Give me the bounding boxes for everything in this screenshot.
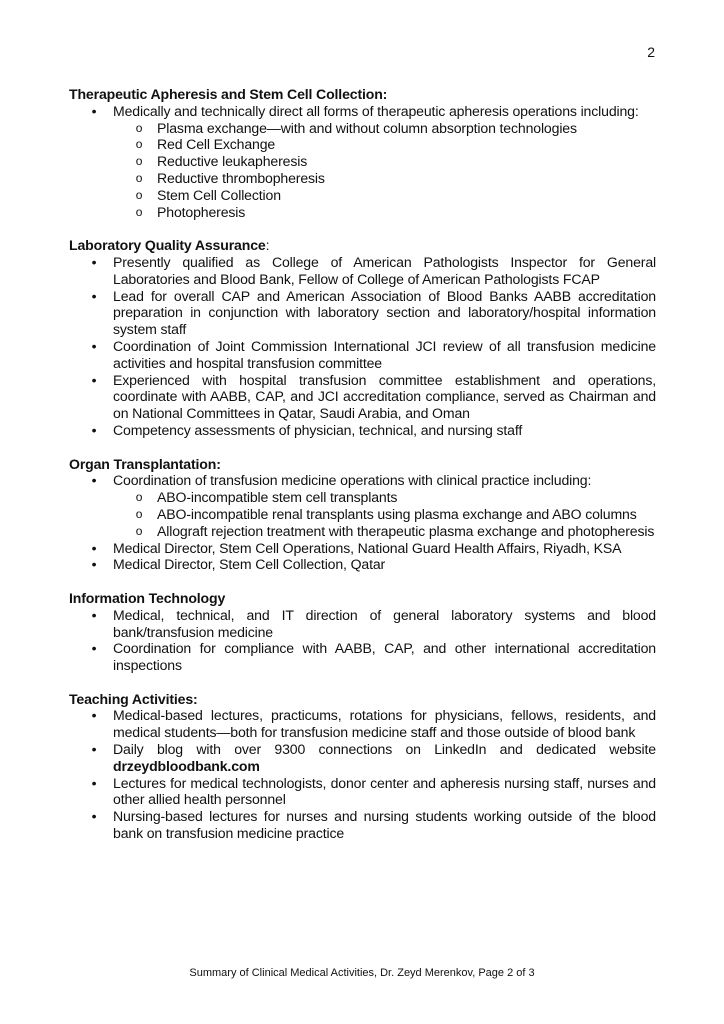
list-item-text: Medical, technical, and IT direction of general laboratory systems and blood bank/transfusion medicine bbox=[113, 606, 656, 640]
bullet-icon: • bbox=[91, 102, 97, 119]
sub-list-item bbox=[69, 204, 656, 221]
bullet-icon: • bbox=[91, 556, 97, 573]
list-item-text: Lectures for medical technologists, donor center and apheresis nursing staff, nurses and other allied health personnel bbox=[113, 774, 656, 808]
list-item-text: Coordination for compliance with AABB, CAP, and other international accreditation inspections bbox=[113, 640, 656, 674]
section-therapeutic-apheresis bbox=[69, 86, 656, 220]
sub-bullet-list bbox=[69, 120, 656, 221]
list-item-text: Lead for overall CAP and American Association of Blood Banks AABB accreditation preparation in conjunction with laboratory section and laboratory/hospital information system staff bbox=[113, 287, 656, 338]
list-item-text: Nursing-based lectures for nurses and nursing students working outside of the blood bank on transfusion medicine practice bbox=[113, 808, 656, 842]
sub-list-item bbox=[69, 187, 656, 204]
list-item-text: Daily blog with over 9300 connections on LinkedIn and dedicated website bbox=[113, 741, 656, 758]
sub-list-item-text: Reductive leukapheresis bbox=[157, 153, 308, 170]
sub-list-item bbox=[69, 120, 656, 137]
list-item-text: Medical-based lectures, practicums, rotations for physicians, fellows, residents, and medical students—both for transfusion medicine staff and those outside of blood bank bbox=[113, 707, 656, 741]
list-item bbox=[69, 540, 656, 557]
list-item bbox=[69, 472, 656, 539]
section-heading bbox=[69, 237, 656, 254]
bullet-icon: • bbox=[91, 707, 97, 724]
sub-bullet-icon: o bbox=[135, 137, 143, 152]
bullet-list bbox=[69, 607, 656, 674]
sub-list-item-text: Reductive thrombopheresis bbox=[157, 169, 325, 186]
list-item-text: Coordination of Joint Commission International JCI review of all transfusion medicine activities and hospital transfusion committee bbox=[113, 337, 656, 371]
website-link[interactable]: drzeydbloodbank.com bbox=[113, 757, 260, 774]
sub-list-item-text: Allograft rejection treatment with therapeutic plasma exchange and photopheresis bbox=[157, 522, 655, 539]
list-item bbox=[69, 372, 656, 422]
sub-list-item bbox=[69, 136, 656, 153]
sub-bullet-icon: o bbox=[135, 154, 143, 169]
list-item-text: Medical Director, Stem Cell Operations, National Guard Health Affairs, Riyadh, KSA bbox=[113, 539, 622, 556]
bullet-icon: • bbox=[91, 337, 97, 354]
sub-list-item bbox=[69, 170, 656, 187]
list-item bbox=[69, 775, 656, 809]
bullet-icon: • bbox=[91, 472, 97, 489]
list-item-text: Medical Director, Stem Cell Collection, Qatar bbox=[113, 556, 386, 573]
list-item bbox=[69, 338, 656, 372]
sub-bullet-icon: o bbox=[135, 170, 143, 185]
list-item bbox=[69, 640, 656, 674]
list-item bbox=[69, 103, 656, 221]
list-item-text: Medically and technically direct all forms of therapeutic apheresis operations including: bbox=[113, 102, 639, 119]
list-item bbox=[69, 288, 656, 338]
section-teaching-activities bbox=[69, 691, 656, 842]
list-item-text: Coordination of transfusion medicine operations with clinical practice including: bbox=[113, 472, 592, 489]
bullet-icon: • bbox=[91, 253, 97, 270]
list-item-text: Competency assessments of physician, technical, and nursing staff bbox=[113, 421, 523, 438]
sub-bullet-icon: o bbox=[135, 490, 143, 505]
section-heading: Therapeutic Apheresis and Stem Cell Collection: bbox=[69, 86, 388, 102]
list-item bbox=[69, 607, 656, 641]
bullet-icon: • bbox=[91, 539, 97, 556]
sub-list-item bbox=[69, 506, 656, 523]
section-heading: Information Technology bbox=[69, 589, 226, 606]
section-heading-text: Laboratory Quality Assurance bbox=[69, 237, 266, 254]
bullet-icon: • bbox=[91, 741, 97, 758]
sub-bullet-icon: o bbox=[135, 523, 143, 538]
bullet-icon: • bbox=[91, 808, 97, 825]
sub-bullet-list bbox=[69, 489, 656, 539]
list-item bbox=[69, 808, 656, 842]
list-item bbox=[69, 422, 656, 439]
bullet-list bbox=[69, 472, 656, 573]
sub-list-item-text: Stem Cell Collection bbox=[157, 186, 281, 203]
sub-list-item-text: Red Cell Exchange bbox=[157, 136, 276, 153]
sub-list-item bbox=[69, 489, 656, 506]
bullet-icon: • bbox=[91, 606, 97, 623]
section-heading: Organ Transplantation: bbox=[69, 455, 221, 472]
document-body bbox=[69, 86, 656, 859]
bullet-list bbox=[69, 707, 656, 841]
sub-list-item bbox=[69, 523, 656, 540]
sub-list-item-text: ABO-incompatible renal transplants using plasma exchange and ABO columns bbox=[157, 505, 637, 522]
list-item-text: Presently qualified as College of American Pathologists Inspector for General Laboratories and Blood Bank, Fellow of College of American Pathologists FCAP bbox=[113, 253, 656, 287]
list-item-text: Experienced with hospital transfusion committee establishment and operations, coordinate with AABB, CAP, and JCI accreditation compliance, served as Chairman and on National Committees in Qatar, Saudi Arabia, and Oman bbox=[113, 371, 656, 422]
bullet-icon: • bbox=[91, 371, 97, 388]
sub-bullet-icon: o bbox=[135, 506, 143, 521]
sub-bullet-icon: o bbox=[135, 204, 143, 219]
sub-list-item-text: ABO-incompatible stem cell transplants bbox=[157, 489, 398, 506]
sub-list-item-text: Photopheresis bbox=[157, 203, 246, 220]
section-organ-transplantation bbox=[69, 456, 656, 574]
section-information-technology bbox=[69, 590, 656, 674]
bullet-icon: • bbox=[91, 421, 97, 438]
bullet-icon: • bbox=[91, 640, 97, 657]
section-laboratory-quality-assurance bbox=[69, 237, 656, 439]
sub-bullet-icon: o bbox=[135, 120, 143, 135]
sub-bullet-icon: o bbox=[135, 187, 143, 202]
list-item bbox=[69, 254, 656, 288]
bullet-list bbox=[69, 103, 656, 221]
sub-list-item-text: Plasma exchange—with and without column absorption technologies bbox=[157, 119, 577, 136]
section-heading: Teaching Activities: bbox=[69, 690, 198, 707]
bullet-icon: • bbox=[91, 287, 97, 304]
list-item bbox=[69, 741, 656, 775]
bullet-list bbox=[69, 254, 656, 439]
page-number: 2 bbox=[647, 44, 655, 60]
sub-list-item bbox=[69, 153, 656, 170]
list-item bbox=[69, 707, 656, 741]
page-footer: Summary of Clinical Medical Activities, Dr. Zeyd Merenkov, Page 2 of 3 bbox=[189, 967, 535, 979]
bullet-icon: • bbox=[91, 774, 97, 791]
section-heading-colon: : bbox=[265, 237, 270, 254]
list-item bbox=[69, 556, 656, 573]
